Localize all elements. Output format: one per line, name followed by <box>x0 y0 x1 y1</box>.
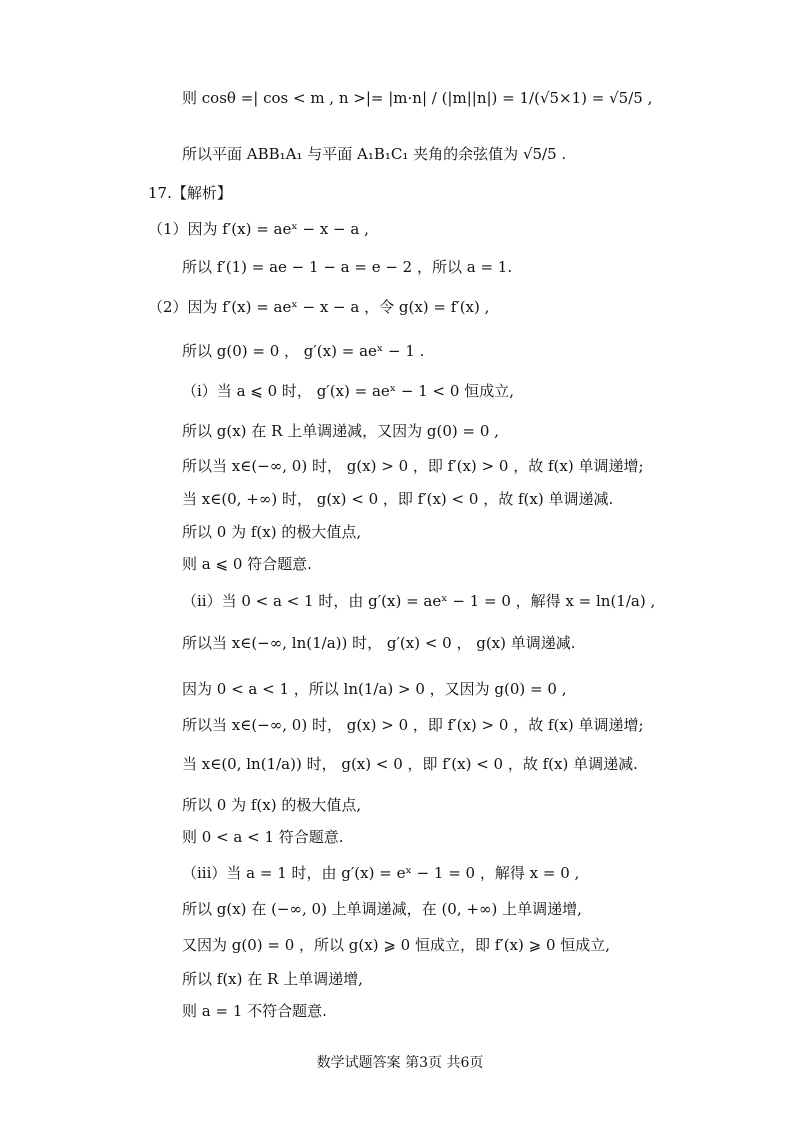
text-line-17: 所以当 x∈(−∞, 0) 时， g(x) > 0 ，即 f′(x) > 0 ，故 f(x) 单调递增; <box>182 716 644 734</box>
text-line-21: （iii）当 a = 1 时，由 g′(x) = eˣ − 1 = 0 ，解得 x = 0 , <box>182 864 580 882</box>
page-footer: 数学试题答案 第3页 共6页 <box>316 1055 484 1071</box>
text-line-24: 所以 f(x) 在 R 上单调递增, <box>182 970 363 988</box>
text-line-12: 所以 0 为 f(x) 的极大值点, <box>182 523 362 541</box>
text-line-7: 所以 g(0) = 0 ， g′(x) = aeˣ − 1 . <box>182 342 425 360</box>
text-line-13: 则 a ⩽ 0 符合题意. <box>182 555 312 573</box>
text-line-15: 所以当 x∈(−∞, ln(1/a)) 时， g′(x) < 0 ， g(x) 单调递减. <box>182 634 576 652</box>
text-line-22: 所以 g(x) 在 (−∞, 0) 上单调递减，在 (0, +∞) 上单调递增, <box>182 900 582 918</box>
text-line-11: 当 x∈(0, +∞) 时， g(x) < 0 ，即 f′(x) < 0 ，故 f(x) 单调递减. <box>182 490 614 508</box>
text-line-5: 所以 f′(1) = ae − 1 − a = e − 2 ，所以 a = 1. <box>182 258 513 276</box>
text-line-19: 所以 0 为 f(x) 的极大值点, <box>182 796 362 814</box>
text-line-25: 则 a = 1 不符合题意. <box>182 1002 327 1020</box>
section-heading: 17.【解析】 <box>148 184 232 202</box>
text-line-20: 则 0 < a < 1 符合题意. <box>182 828 344 846</box>
text-line-6: （2）因为 f′(x) = aeˣ − x − a ，令 g(x) = f′(x) , <box>148 298 490 316</box>
text-line-16: 因为 0 < a < 1 ，所以 ln(1/a) > 0 ，又因为 g(0) = 0 , <box>182 680 567 698</box>
text-line-9: 所以 g(x) 在 R 上单调递减，又因为 g(0) = 0 , <box>182 422 499 440</box>
text-line-18: 当 x∈(0, ln(1/a)) 时， g(x) < 0 ，即 f′(x) < 0 ，故 f(x) 单调递减. <box>182 755 638 773</box>
text-line-10: 所以当 x∈(−∞, 0) 时， g(x) > 0 ，即 f′(x) > 0 ，故 f(x) 单调递增; <box>182 457 644 475</box>
text-line-1: 则 cosθ =| cos < m , n >|= |m·n| / (|m||n|) = 1/(√5×1) = √5/5 , <box>182 89 653 107</box>
text-line-23: 又因为 g(0) = 0 ，所以 g(x) ⩾ 0 恒成立，即 f′(x) ⩾ 0 恒成立, <box>182 936 611 954</box>
text-line-14: （ii）当 0 < a < 1 时，由 g′(x) = aeˣ − 1 = 0 ，解得 x = ln(1/a) , <box>182 592 656 610</box>
text-line-2: 所以平面 ABB₁A₁ 与平面 A₁B₁C₁ 夹角的余弦值为 √5/5 . <box>182 145 567 163</box>
text-line-4: （1）因为 f′(x) = aeˣ − x − a , <box>148 220 369 238</box>
text-line-8: （i）当 a ⩽ 0 时， g′(x) = aeˣ − 1 < 0 恒成立, <box>182 382 514 400</box>
